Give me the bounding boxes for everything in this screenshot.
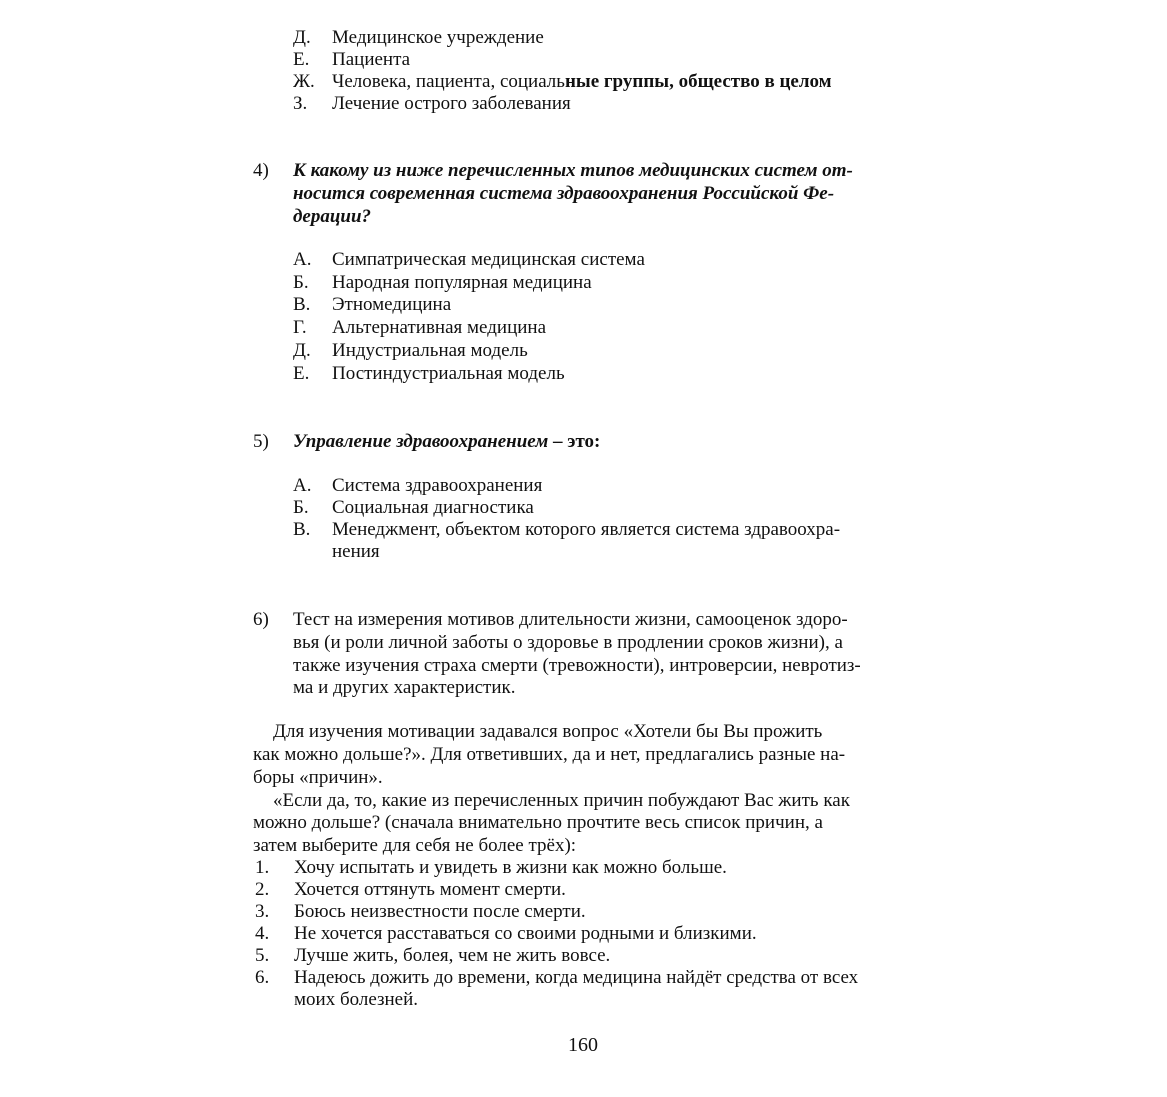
option-letter: Ж. <box>293 71 315 92</box>
reason-text: Надеюсь дожить до времени, когда медицина найдёт средства от всех <box>294 967 859 988</box>
option-text: Менеджмент, объектом которого является система здравоохра- <box>332 519 841 540</box>
reason-text: Хочу испытать и увидеть в жизни как можно больше. <box>294 857 727 878</box>
option-letter: Г. <box>293 317 307 338</box>
reason-number: 6. <box>255 967 270 988</box>
option-letter: Е. <box>293 49 310 70</box>
reason-text: Не хочется расставаться со своими родными и близкими. <box>294 923 757 944</box>
question-text-tail: – это: <box>548 431 601 452</box>
question-text-line: Тест на измерения мотивов длительности жизни, самооценок здоро- <box>293 609 848 630</box>
option-letter: В. <box>293 294 311 315</box>
question-number: 5) <box>253 431 269 452</box>
question-text-line: также изучения страха смерти (тревожности), интроверсии, невротиз- <box>293 655 861 676</box>
question-text-line: ма и других характеристик. <box>293 677 516 698</box>
reason-text: Хочется оттянуть момент смерти. <box>294 879 566 900</box>
option-text: Симпатрическая медицинская система <box>332 249 645 270</box>
reason-text: Лучше жить, болея, чем не жить вовсе. <box>294 945 611 966</box>
option-text: Постиндустриальная модель <box>332 363 565 384</box>
option-text: Индустриальная модель <box>332 340 528 361</box>
option-letter: А. <box>293 249 312 270</box>
option-letter: Д. <box>293 27 311 48</box>
reason-number: 4. <box>255 923 270 944</box>
paragraph-line: как можно дольше?». Для ответивших, да и нет, предлагались разные на- <box>253 744 846 765</box>
option-text-continued: нения <box>332 541 380 562</box>
paragraph-line: «Если да, то, какие из перечисленных причин побуждают Вас жить как <box>273 790 850 811</box>
question-text-italic: Управление здравоохранением <box>293 431 549 452</box>
option-text: Альтернативная медицина <box>332 317 547 338</box>
paragraph-line: можно дольше? (сначала внимательно прочтите весь список причин, а <box>253 812 823 833</box>
option-letter: Б. <box>293 272 309 293</box>
option-text: Система здравоохранения <box>332 475 543 496</box>
option-letter: В. <box>293 519 311 540</box>
option-text: Народная популярная медицина <box>332 272 592 293</box>
option-letter: Е. <box>293 363 310 384</box>
option-letter: Б. <box>293 497 309 518</box>
option-text <box>332 71 832 93</box>
question-number: 4) <box>253 160 269 181</box>
option-text-plain: Человека, пациента, социаль <box>332 71 565 92</box>
question-text-line: носится современная система здравоохранения Российской Фе- <box>293 183 835 204</box>
reason-number: 3. <box>255 901 270 922</box>
paragraph-line: затем выберите для себя не более трёх): <box>253 835 577 856</box>
page-number: 160 <box>568 1034 598 1056</box>
option-text: Этномедицина <box>332 294 452 315</box>
reason-number: 1. <box>255 857 270 878</box>
option-letter: Д. <box>293 340 311 361</box>
reason-text: Боюсь неизвестности после смерти. <box>294 901 586 922</box>
reason-text-continued: моих болезней. <box>294 989 419 1010</box>
option-text: Пациента <box>332 49 411 70</box>
question-text-line: К какому из ниже перечисленных типов медицинских систем от- <box>293 160 853 181</box>
option-text-bold: ные группы, общество в целом <box>564 71 832 92</box>
paragraph-line: боры «причин». <box>253 767 383 788</box>
question-text <box>293 430 600 453</box>
option-letter: А. <box>293 475 312 496</box>
paragraph-line: Для изучения мотивации задавался вопрос «Хотели бы Вы прожить <box>273 721 823 742</box>
reason-number: 5. <box>255 945 270 966</box>
reason-number: 2. <box>255 879 270 900</box>
option-letter: З. <box>293 93 308 114</box>
option-text: Лечение острого заболевания <box>332 93 571 114</box>
question-text-line: вья (и роли личной заботы о здоровье в продлении сроков жизни), а <box>293 632 843 653</box>
option-text: Социальная диагностика <box>332 497 534 518</box>
question-text-line: дерации? <box>293 206 372 227</box>
option-text: Медицинское учреждение <box>332 27 544 48</box>
question-number: 6) <box>253 609 269 630</box>
